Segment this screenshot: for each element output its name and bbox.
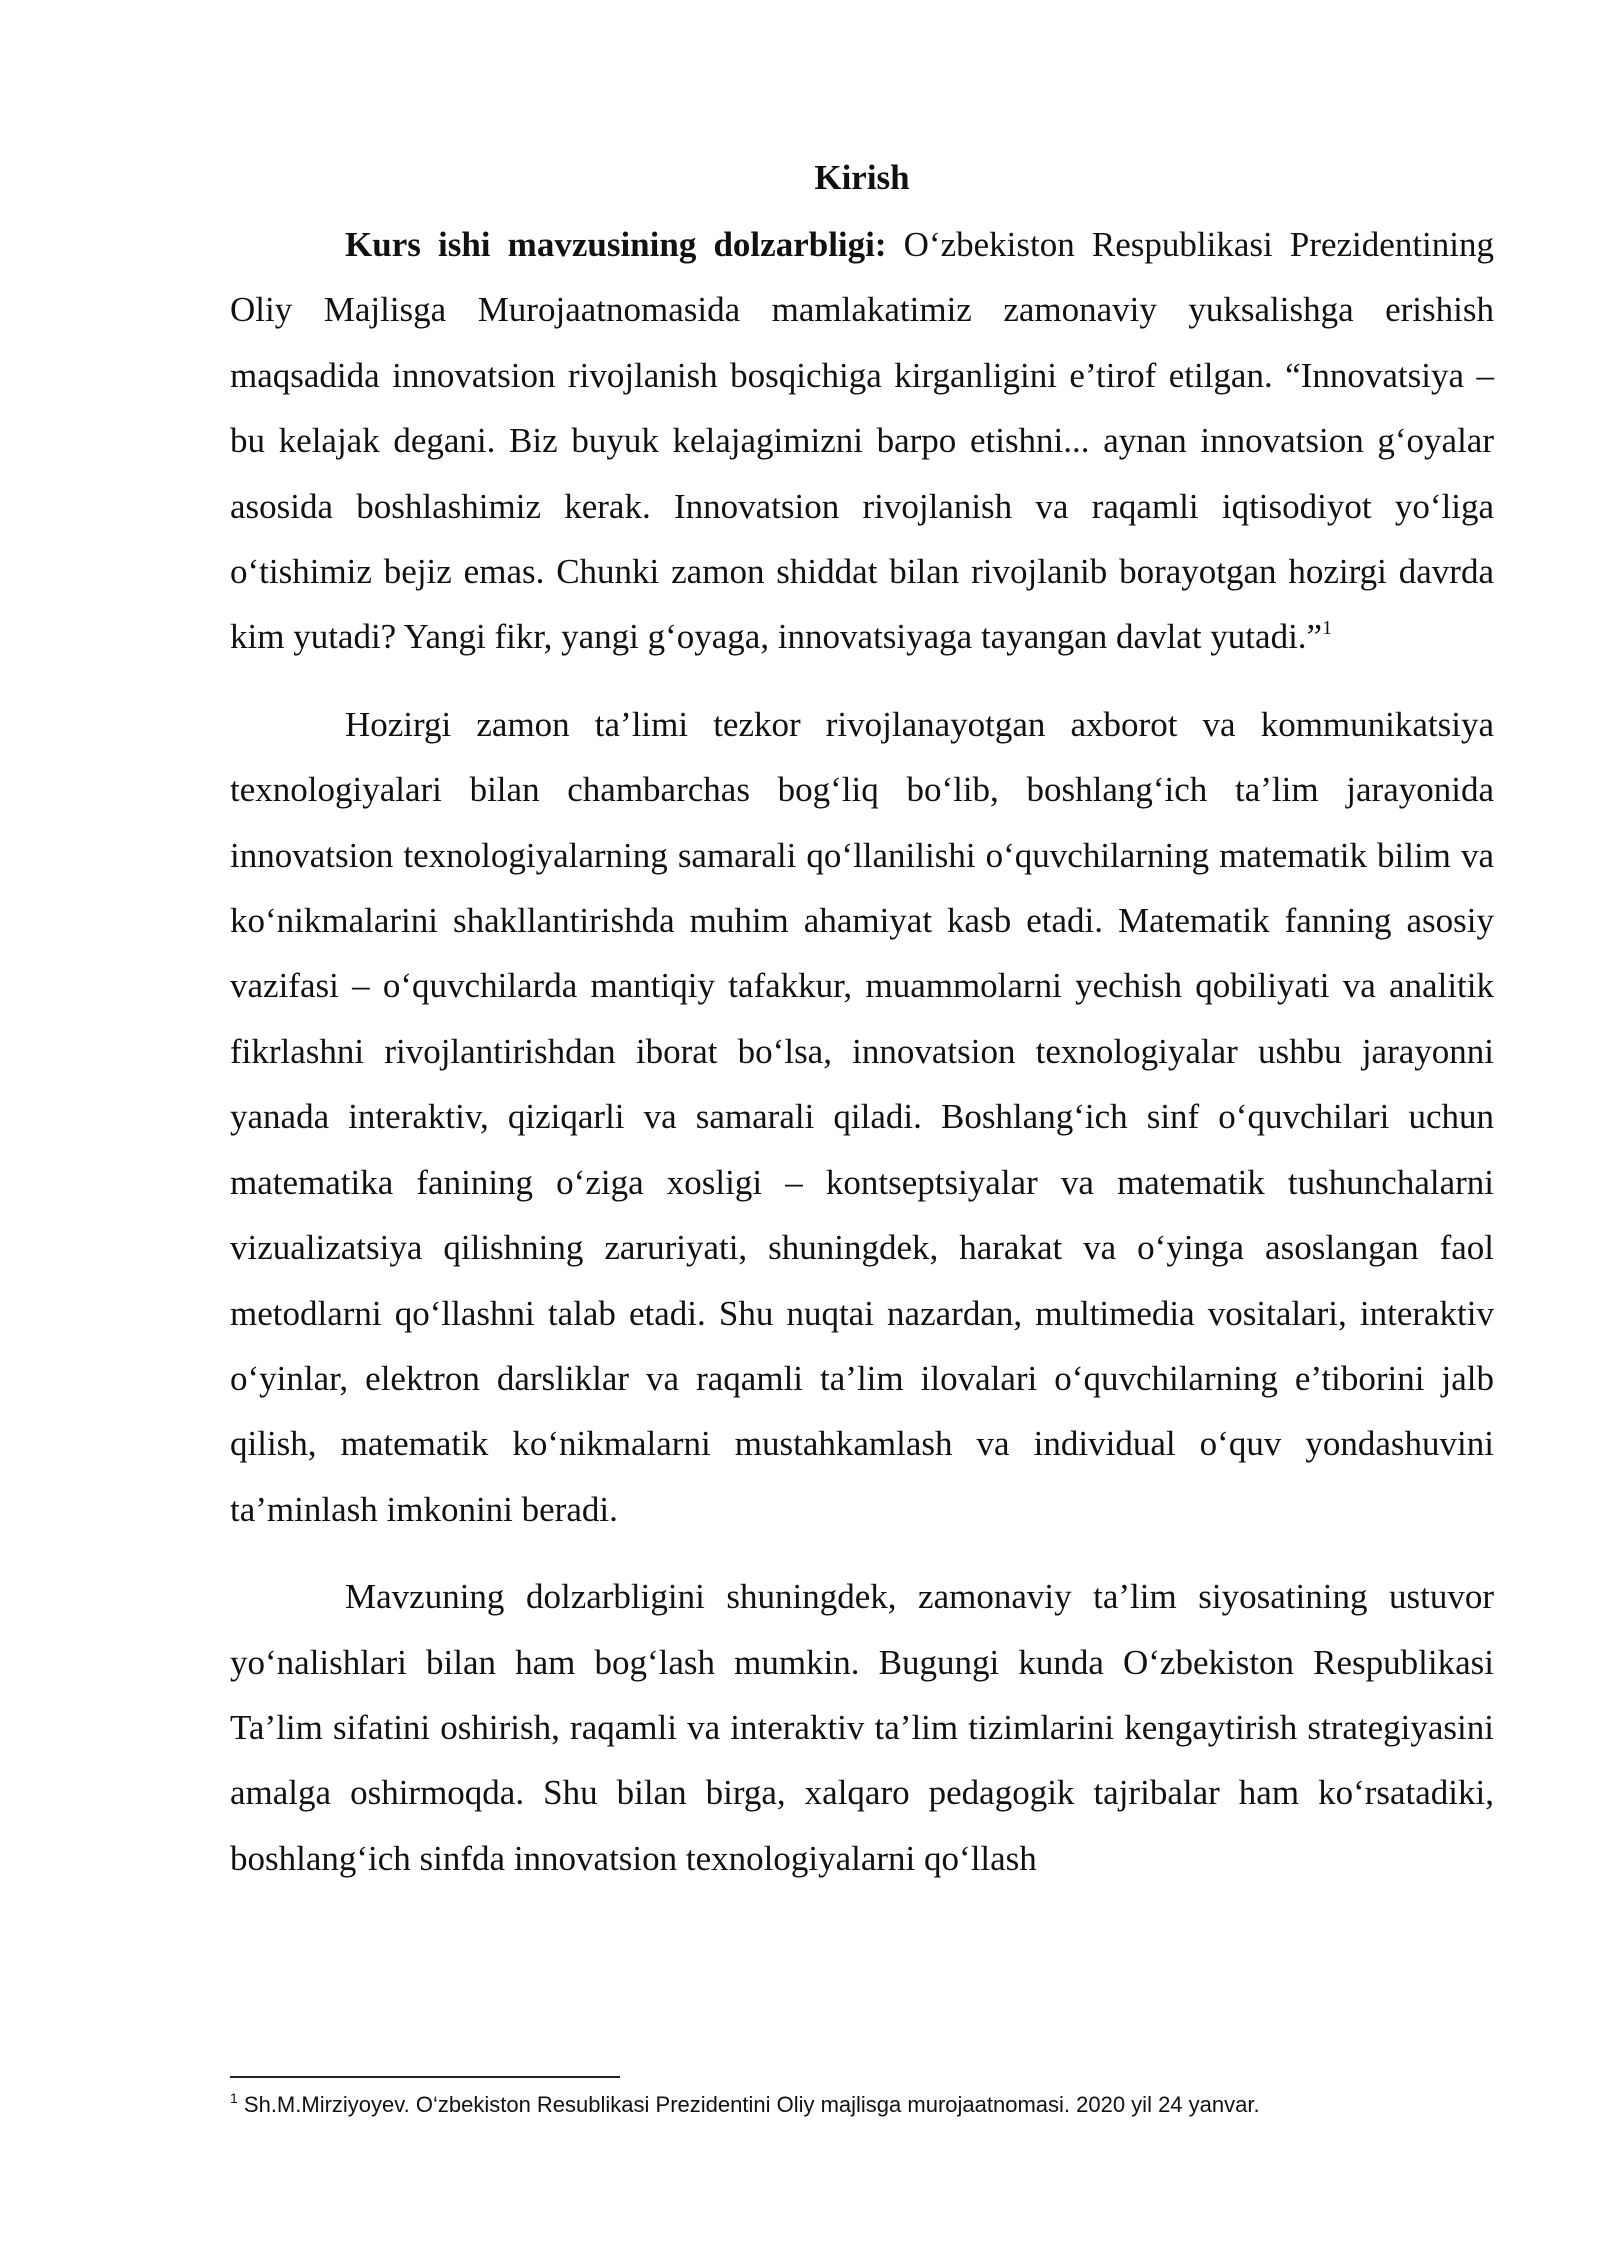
footnote (230, 2090, 1494, 2120)
footnote-separator (230, 2076, 620, 2078)
footnote-reference[interactable]: 1 (1322, 617, 1333, 640)
document-page (230, 150, 1494, 1891)
paragraph-lead: Kurs ishi mavzusining dolzarbligi: (345, 225, 887, 264)
page-title: Kirish (814, 158, 910, 197)
paragraph-relevance (230, 212, 1494, 670)
paragraph-modern-education: Hozirgi zamon ta’limi tezkor rivojlanayotgan axborot va kommunikatsiya texnologiyalari bilan chambarchas bog‘liq bo‘lib, boshlang‘ich ta’lim jarayonida innovatsion texnologiyalarning samarali qo‘llanilishi o‘quvchilarning matematik bilim va ko‘nikmalarini shakllantirishda muhim ahamiyat kasb etadi. Matematik fanning asosiy vazifasi – o‘quvchilarda mantiqiy tafakkur, muammolarni yechish qobiliyati va analitik fikrlashni rivojlantirishdan iborat bo‘lsa, innovatsion texnologiyalar ushbu jarayonni yanada interaktiv, qiziqarli va samarali qiladi. Boshlang‘ich sinf o‘quvchilari uchun matematika fanining o‘ziga xosligi – kontseptsiyalar va matematik tushunchalarni vizualizatsiya qilishning zaruriyati, shuningdek, harakat va o‘yinga asoslangan faol metodlarni qo‘llashni talab etadi. Shu nuqtai nazardan, multimedia vositalari, interaktiv o‘yinlar, elektron darsliklar va raqamli ta’lim ilovalari o‘quvchilarning e’tiborini jalb qilish, matematik ko‘nikmalarni mustahkamlash va individual o‘quv yondashuvini ta’minlash imkonini beradi. (230, 704, 1494, 1529)
footnote-number: 1 (230, 2090, 238, 2106)
footnote-text: Sh.M.Mirziyoyev. O‘zbekiston Resublikasi Prezidentini Oliy majlisga murojaatnomasi. 2020 yil 24 yanvar. (237, 2092, 1260, 2117)
paragraph-education-policy: Mavzuning dolzarbligini shuningdek, zamonaviy ta’lim siyosatining ustuvor yo‘nalishlari bilan ham bog‘lash mumkin. Bugungi kunda O‘zbekiston Respublikasi Ta’lim sifatini oshirish, raqamli va interaktiv ta’lim tizimlarini kengaytirish strategiyasini amalga oshirmoqda. Shu bilan birga, xalqaro pedagogik tajribalar ham ko‘rsatadiki, boshlang‘ich sinfda innovatsion texnologiyalarni qo‘llash (230, 1577, 1494, 1878)
paragraph-text: O‘zbekiston Respublikasi Prezidentining Oliy Majlisga Murojaatnomasida mamlakatimiz zamonaviy yuksalishga erishish maqsadida innovatsion rivojlanish bosqichiga kirganligini e’tirof etilgan. “Innovatsiya – bu kelajak degani. Biz buyuk kelajagimizni barpo etishni... aynan innovatsion g‘oyalar asosida boshlashimiz kerak. Innovatsion rivojlanish va raqamli iqtisodiyot yo‘liga o‘tishimiz bejiz emas. Chunki zamon shiddat bilan rivojlanib borayotgan hozirgi davrda kim yutadi? Yangi fikr, yangi g‘oyaga, innovatsiyaga tayangan davlat yutadi.” (230, 225, 1494, 657)
